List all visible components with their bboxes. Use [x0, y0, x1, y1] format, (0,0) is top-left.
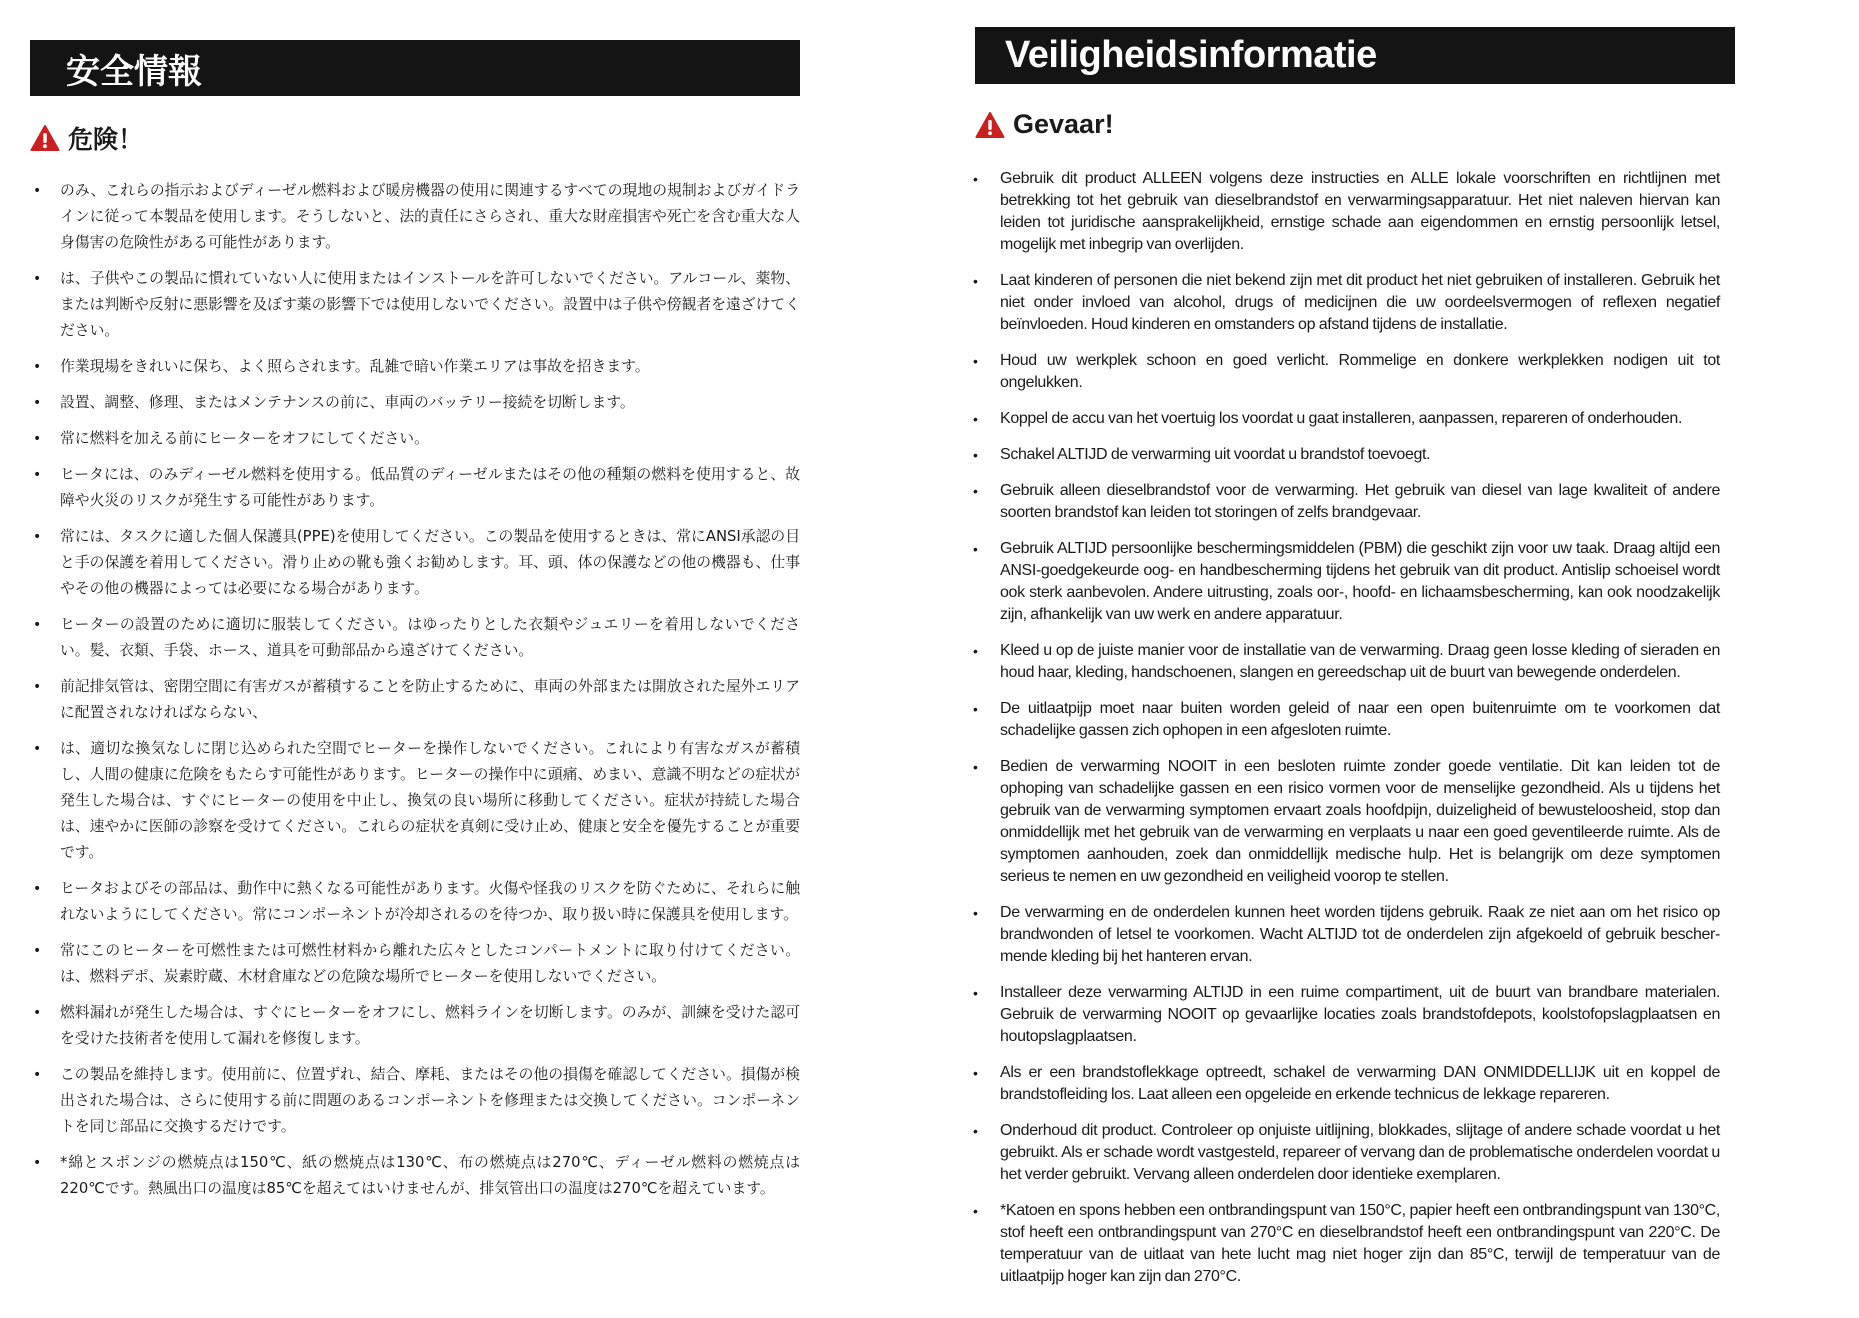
list-item: • Koppel de accu van het voertuig los voordat u gaat installeren, aanpassen, repareren of onderhouden.	[1000, 408, 1720, 430]
list-item: • Als er een brandstoflekkage optreedt, schakel de verwarming DAN ONMIDDELLIJK uit en koppel de brandstofleiding los. Laat alleen een opgeleide en erkende technicus de lekkage repareren.	[1000, 1062, 1720, 1106]
list-item: • Schakel ALTIJD de verwarming uit voordat u brandstof toevoegt.	[1000, 444, 1720, 466]
list-item: • ヒータおよびその部品は、動作中に熱くなる可能性があります。火傷や怪我のリスクを防ぐために、それらに触れないようにしてください。常にコンポーネントが冷却されるのを待つか、取り扱い時に保護具を使用します。	[60, 876, 800, 928]
section-banner	[30, 40, 800, 96]
section-banner	[975, 27, 1735, 84]
list-item: • De uitlaatpijp moet naar buiten worden geleid of naar een open buitenruimte om te voorkomen dat schadelijke gassen zich ophopen in een afgesloten ruimte.	[1000, 698, 1720, 742]
dutch-page	[975, 0, 1735, 1318]
list-item: • Installeer deze verwarming ALTIJD in een ruime compartiment, uit de buurt van brandbare materialen. Gebruik de verwarming NOOIT op gevaarlijke locaties zoals brandstofdepots, koolstofopslagplaatsen en houtopslagplaatsen.	[1000, 982, 1720, 1048]
danger-label: Gevaar!	[1013, 109, 1114, 139]
japanese-page	[30, 0, 800, 1318]
danger-heading	[30, 120, 800, 156]
list-item: • Gebruik alleen dieselbrandstof voor de verwarming. Het gebruik van diesel van lage kwaliteit of andere soorten brandstof kan leiden tot storingen of zelfs brandgevaar.	[1000, 480, 1720, 524]
list-item: • Gebruik ALTIJD persoonlijke beschermingsmiddelen (PBM) die geschikt zijn voor uw taak. Draag altijd een ANSI-goedgekeurde oog- en handbescherming tijdens het gebruik van dit product. Antislip schoeisel wordt ook sterk aanbevolen. Andere uitrusting, zoals oor-, hoofd- en lichaamsbescherming, kan ook noodzakelijk zijn, afhankelijk van uw werk en andere apparatuur.	[1000, 538, 1720, 626]
list-item: • De verwarming en de onderdelen kunnen heet worden tijdens gebruik. Raak ze niet aan om het risico op brandwonden of letsel te voorkomen. Wacht ALTIJD tot de onderdelen zijn afgekoeld of gebruik bescher-mende kleding bij het hanteren ervan.	[1000, 902, 1720, 968]
list-item: • Kleed u op de juiste manier voor de installatie van de verwarming. Draag geen losse kleding of sieraden en houd haar, kleding, handschoenen, slangen en gereedschap uit de buurt van bewegende onderdelen.	[1000, 640, 1720, 684]
list-item: • Gebruik dit product ALLEEN volgens deze instructies en ALLE lokale voorschriften en richtlijnen met betrekking tot het gebruik van dieselbrandstof en verwarmingsapparatuur. Het niet naleven hiervan kan leiden tot juridische aansprakelijkheid, ernstige schade aan eigendommen en ernstig persoonlijk letsel, mogelijk met inbegrip van overlijden.	[1000, 168, 1720, 256]
danger-heading	[975, 109, 1735, 140]
section-title: Veiligheidsinformatie	[1005, 34, 1377, 76]
list-item: • *Katoen en spons hebben een ontbrandingspunt van 150°C, papier heeft een ontbrandingspunt van 130°C, stof heeft een ontbrandingspunt van 270°C en dieselbrandstof heeft een ontbrandingspunt van 220°C. De temperatuur van de uitlaat van hete lucht mag niet hoger zijn dan 85°C, terwijl de temperatuur van de uitlaatpijp hoger kan zijn dan 270°C.	[1000, 1200, 1720, 1288]
list-item: • は、子供やこの製品に慣れていない人に使用またはインストールを許可しないでください。アルコール、薬物、または判断や反射に悪影響を及ぼす薬の影響下では使用しないでください。設置中は子供や傍観者を遠ざけてください。	[60, 266, 800, 344]
warning-triangle-icon	[30, 124, 60, 152]
safety-list	[975, 168, 1720, 1288]
list-item: • *綿とスポンジの燃焼点は150℃、紙の燃焼点は130℃、布の燃焼点は270℃、ディーゼル燃料の燃焼点は220℃です。熱風出口の温度は85℃を超えてはいけませんが、排気管出口の温度は270℃を超えています。	[60, 1150, 800, 1202]
list-item: • 前記排気管は、密閉空間に有害ガスが蓄積することを防止するために、車両の外部または開放された屋外エリアに配置されなければならない、	[60, 674, 800, 726]
warning-triangle-icon	[975, 111, 1005, 139]
list-item: • 常には、タスクに適した個人保護具(PPE)を使用してください。この製品を使用するときは、常にANSI承認の目と手の保護を着用してください。滑り止めの靴も強くお勧めします。耳、頭、体の保護などの他の機器も、仕事やその他の機器によっては必要になる場合があります。	[60, 524, 800, 602]
list-item: • Laat kinderen of personen die niet bekend zijn met dit product het niet gebruiken of installeren. Gebruik het niet onder invloed van alcohol, drugs of medicijnen die uw oordeelsvermogen of reflexen negatief beïnvloeden. Houd kinderen en omstanders op afstand tijdens de installatie.	[1000, 270, 1720, 336]
list-item: • 設置、調整、修理、またはメンテナンスの前に、車両のバッテリー接続を切断します。	[60, 390, 800, 416]
section-title: 安全情報	[66, 51, 202, 92]
list-item: • ヒータには、のみディーゼル燃料を使用する。低品質のディーゼルまたはその他の種類の燃料を使用すると、故障や火災のリスクが発生する可能性があります。	[60, 462, 800, 514]
list-item: • は、適切な換気なしに閉じ込められた空間でヒーターを操作しないでください。これにより有害なガスが蓄積し、人間の健康に危険をもたらす可能性があります。ヒーターの操作中に頭痛、めまい、意識不明などの症状が発生した場合は、すぐにヒーターの使用を中止し、換気の良い場所に移動してください。症状が持続した場合は、速やかに医師の診察を受けてください。これらの症状を真剣に受け止め、健康と安全を優先することが重要です。	[60, 736, 800, 866]
list-item: • Bedien de verwarming NOOIT in een besloten ruimte zonder goede ventilatie. Dit kan leiden tot de ophoping van schadelijke gassen en een risico vormen voor de menselijke gezondheid. Als u tijdens het gebruik van de verwarming symptomen ervaart zoals hoofdpijn, duizeligheid of bewusteloosheid, stop dan onmiddellijk met het gebruik van de verwarming en verplaats u naar een goed geventileerde ruimte. Als de symptomen aanhouden, zoek dan onmiddellijk medische hulp. Het is belangrijk om deze symptomen serieus te nemen en uw gezondheid en veiligheid voorop te stellen.	[1000, 756, 1720, 888]
list-item: • 常に燃料を加える前にヒーターをオフにしてください。	[60, 426, 800, 452]
list-item: • 作業現場をきれいに保ち、よく照らされます。乱雑で暗い作業エリアは事故を招きます。	[60, 354, 800, 380]
list-item: • 燃料漏れが発生した場合は、すぐにヒーターをオフにし、燃料ラインを切断します。のみが、訓練を受けた認可を受けた技術者を使用して漏れを修復します。	[60, 1000, 800, 1052]
safety-list	[30, 178, 800, 1202]
danger-label: 危険！	[68, 125, 144, 154]
list-item: • Houd uw werkplek schoon en goed verlicht. Rommelige en donkere werkplekken nodigen uit tot ongelukken.	[1000, 350, 1720, 394]
list-item: • ヒーターの設置のために適切に服装してください。はゆったりとした衣類やジュエリーを着用しないでください。髪、衣類、手袋、ホース、道具を可動部品から遠ざけてください。	[60, 612, 800, 664]
list-item: • Onderhoud dit product. Controleer op onjuiste uitlijning, blokkades, slijtage of andere schade voordat u het gebruikt. Als er schade wordt vastgesteld, repareer of vervang dan de problematische onderdelen voordat u het verder gebruikt. Vervang alleen onderdelen door identieke exemplaren.	[1000, 1120, 1720, 1186]
list-item: • 常にこのヒーターを可燃性または可燃性材料から離れた広々としたコンパートメントに取り付けてください。は、燃料デポ、炭素貯蔵、木材倉庫などの危険な場所でヒーターを使用しないでください。	[60, 938, 800, 990]
list-item: • この製品を維持します。使用前に、位置ずれ、結合、摩耗、またはその他の損傷を確認してください。損傷が検出された場合は、さらに使用する前に問題のあるコンポーネントを修理または交換してください。コンポーネントを同じ部品に交換するだけです。	[60, 1062, 800, 1140]
list-item: • のみ、これらの指示およびディーゼル燃料および暖房機器の使用に関連するすべての現地の規制およびガイドラインに従って本製品を使用します。そうしないと、法的責任にさらされ、重大な財産損害や死亡を含む重大な人身傷害の危険性がある可能性があります。	[60, 178, 800, 256]
